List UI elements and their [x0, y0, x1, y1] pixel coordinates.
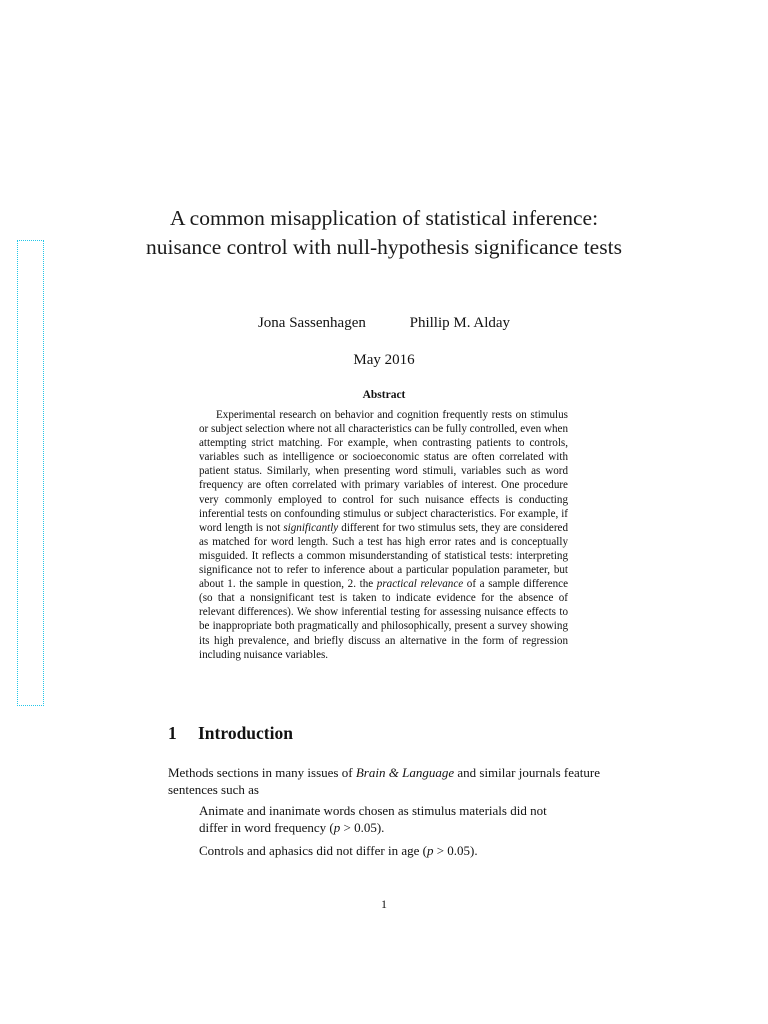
margin-stamp-box [17, 240, 44, 706]
journal-name: Brain & Language [355, 765, 455, 780]
example-quote-1 [199, 802, 571, 836]
abstract-heading: Abstract [362, 389, 406, 401]
abstract-text [199, 408, 568, 662]
abstract-text-part-2: different for two stimulus sets, they are considered as matched for word length. Such a test has high error rates and is conceptually misguided. It reflects a common misunderstanding of statistical tests: interpreting significance not to refer to inference about a particular population parameter, but about 1. the sample in question, 2. the [199, 521, 568, 591]
quote-1-text: Animate and inanimate words chosen as stimulus materials did not differ in word frequency ( [199, 803, 547, 835]
paper-date: May 2016 [353, 352, 415, 368]
intro-paragraph [168, 764, 600, 798]
author-2: Phillip M. Alday [409, 315, 511, 331]
abstract-emphasis-2: practical relevance [376, 578, 464, 591]
intro-text-part-2: and similar journals feature sentences such as [168, 765, 600, 797]
author-1: Jona Sassenhagen [257, 315, 366, 331]
author-list [0, 315, 768, 332]
example-quote-2 [199, 842, 571, 859]
quote-2-text: Controls and aphasics did not differ in age ( [199, 843, 427, 858]
quote-2-p-symbol: p [426, 843, 434, 858]
quote-1-end: > 0.05). [340, 820, 385, 835]
abstract-text-part-1: Experimental research on behavior and cognition frequently rests on stimulus or subject selection where not all characteristics can be fully controlled, even when attempting strict matching. For example, when contrasting patients to controls, variables such as intelligence or socioeconomic status are often correlated with patient status. Similarly, when presenting word stimuli, variables such as word frequency are often correlated with primary variables of interest. One procedure very commonly employed to control for such nuisance effects is conducting inferential tests on confounding stimulus or subject characteristics. For example, if word length is not [199, 409, 568, 534]
section-title: Introduction [198, 723, 293, 743]
page-number: 1 [381, 897, 387, 911]
section-heading [168, 723, 293, 744]
section-number: 1 [168, 723, 177, 743]
quote-1-p-symbol: p [333, 820, 341, 835]
quote-2-end: > 0.05). [433, 843, 478, 858]
abstract-text-part-3: of a sample difference (so that a nonsignificant test is taken to indicate evidence for the absence of relevant differences). We show inferential testing for assessing nuisance effects to be inappropriate both pragmatically and philosophically, present a survey showing its high prevalence, and briefly discuss an alternative in the form of regression including nuisance variables. [199, 578, 569, 661]
abstract-emphasis-1: significantly [283, 521, 339, 534]
paper-title: A common misapplication of statistical inference: nuisance control with null-hypothesis significance tests [146, 206, 622, 259]
intro-text-part-1: Methods sections in many issues of [168, 765, 356, 780]
